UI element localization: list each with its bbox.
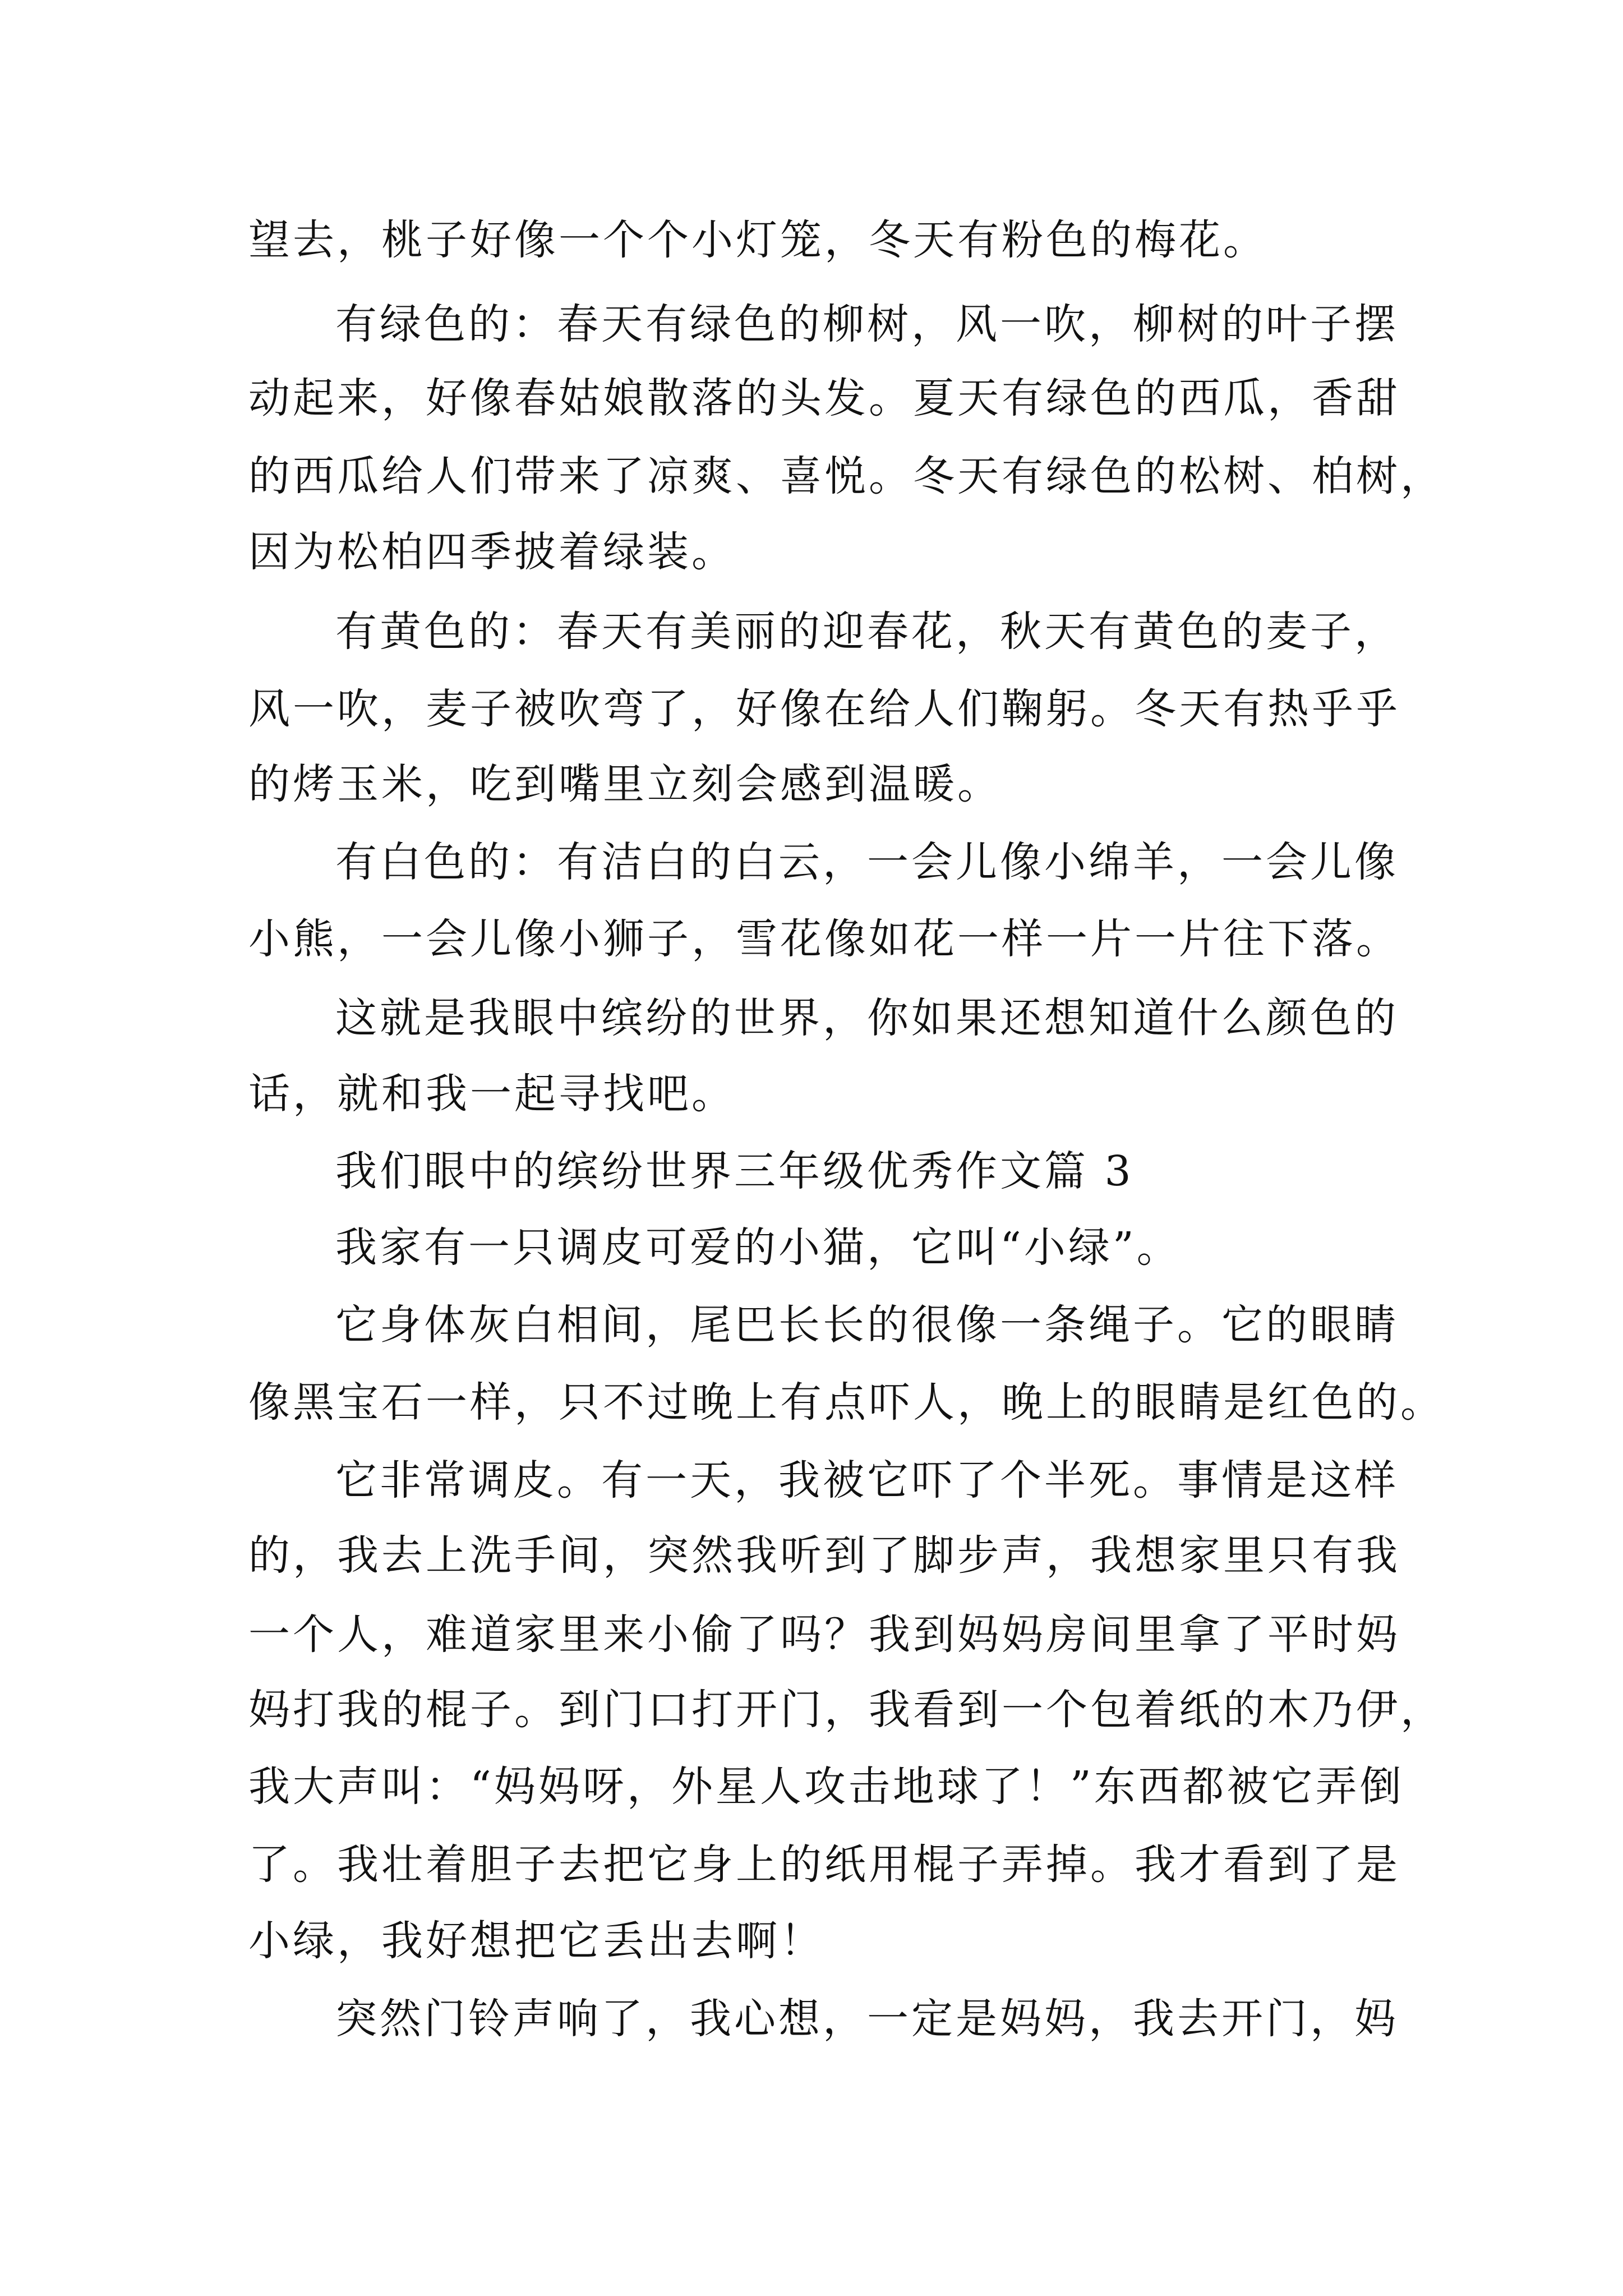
text-line: 有绿色的：春天有绿色的柳树，风一吹，柳树的叶子摆 — [335, 300, 1399, 348]
text-line: 像黑宝石一样，只不过晚上有点吓人，晚上的眼睛是红色的。 — [248, 1378, 1445, 1427]
text-line: 的，我去上洗手间，突然我听到了脚步声，我想家里只有我 — [248, 1531, 1400, 1580]
text-line: 妈打我的棍子。到门口打开门，我看到一个包着纸的木乃伊， — [248, 1686, 1445, 1734]
text-line: 有白色的：有洁白的白云，一会儿像小绵羊，一会儿像 — [335, 838, 1399, 886]
text-line: 小熊，一会儿像小狮子，雪花像如花一样一片一片往下落。 — [248, 915, 1400, 963]
text-line: 的西瓜给人们带来了凉爽、喜悦。冬天有绿色的松树、柏树， — [248, 452, 1445, 500]
text-line: 我家有一只调皮可爱的小猫，它叫“小绿”。 — [335, 1223, 1181, 1272]
text-line: 一个人，难道家里来小偷了吗？我到妈妈房间里拿了平时妈 — [248, 1611, 1400, 1659]
text-line: 风一吹，麦子被吹弯了，好像在给人们鞠躬。冬天有热乎乎 — [248, 685, 1400, 733]
text-line: 话，就和我一起寻找吧。 — [248, 1070, 736, 1118]
text-line: 它身体灰白相间，尾巴长长的很像一条绳子。它的眼睛 — [335, 1301, 1399, 1349]
text-line: 动起来，好像春姑娘散落的头发。夏天有绿色的西瓜，香甜 — [248, 374, 1400, 422]
text-line: 的烤玉米，吃到嘴里立刻会感到温暖。 — [248, 760, 1002, 808]
text-line: 小绿，我好想把它丢出去啊！ — [248, 1917, 824, 1965]
text-line: 我大声叫：“妈妈呀，外星人攻击地球了！”东西都被它弄倒 — [248, 1763, 1404, 1811]
text-line: 突然门铃声响了，我心想，一定是妈妈，我去开门，妈 — [335, 1995, 1399, 2043]
text-line: 有黄色的：春天有美丽的迎春花，秋天有黄色的麦子， — [335, 608, 1399, 656]
text-line: 因为松柏四季披着绿装。 — [248, 528, 736, 576]
text-line: 它非常调皮。有一天，我被它吓了个半死。事情是这样 — [335, 1456, 1399, 1504]
text-line: 了。我壮着胆子去把它身上的纸用棍子弄掉。我才看到了是 — [248, 1841, 1400, 1889]
text-line: 望去，桃子好像一个个小灯笼，冬天有粉色的梅花。 — [248, 216, 1267, 264]
section-heading: 我们眼中的缤纷世界三年级优秀作文篇 3 — [335, 1147, 1134, 1195]
text-line: 这就是我眼中缤纷的世界，你如果还想知道什么颜色的 — [335, 994, 1399, 1042]
